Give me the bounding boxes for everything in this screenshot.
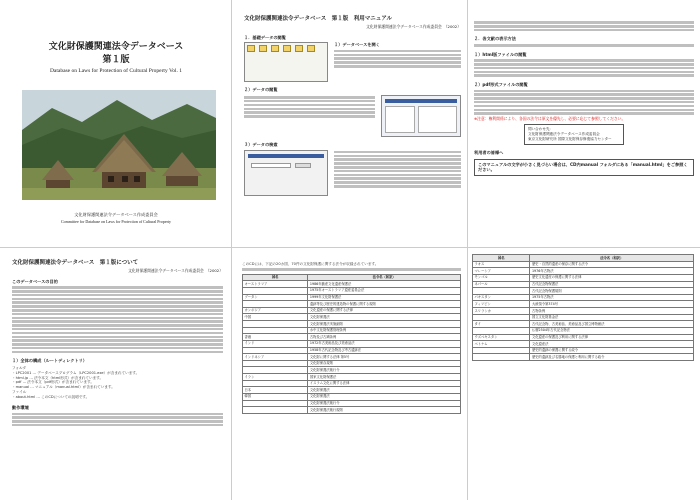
country-cell	[243, 327, 308, 334]
law-cell: 古物条例	[530, 308, 694, 315]
country-cell: スリランカ	[473, 308, 530, 315]
law-cell: 文化遺産法	[530, 341, 694, 348]
intro-committee: 文化財保護関連法令データベース作成委員会 （2002）	[128, 268, 223, 274]
cover-page	[0, 0, 232, 248]
file-list-item: ・about.html … このCDについての説明です。	[12, 395, 90, 399]
law-cell: イスラム文化に関する法律	[308, 380, 461, 387]
manual-section-1: １．基礎データの閲覧	[244, 34, 286, 40]
cover-photo	[22, 90, 216, 200]
law-cell: 文化財に関する法律 第5号	[308, 354, 461, 361]
cover-edition: 第１版	[102, 55, 130, 65]
table-row	[243, 314, 461, 321]
country-cell: マレーシア	[473, 268, 530, 275]
intro-purpose-heading: このデータベースの目的	[12, 278, 58, 284]
table-row	[473, 308, 694, 315]
table-row	[473, 314, 694, 321]
law-cell: 文化財保護法実施細則	[308, 321, 461, 328]
inquiry-heading: 利用者の皆様へ	[474, 149, 504, 155]
intro-page	[0, 248, 232, 500]
law-cell: 1975年オーストラリア遺産委員会法	[308, 287, 461, 294]
table-row	[243, 281, 461, 288]
table-row	[243, 334, 461, 341]
column-header-country: 国名	[243, 274, 308, 281]
manual-section-2: ２．各文献の表示方法	[474, 36, 516, 42]
country-cell	[243, 380, 308, 387]
country-cell	[473, 327, 530, 334]
cover-committee-jp: 文化財保護関連法令データベース作成委員会	[74, 212, 158, 217]
table-row	[243, 400, 461, 407]
country-cell	[473, 347, 530, 354]
country-cell	[243, 321, 308, 328]
table-row	[243, 387, 461, 394]
folder-icon	[247, 45, 255, 52]
table-row	[473, 281, 694, 288]
country-cell: モンゴル	[473, 274, 530, 281]
table-row	[473, 327, 694, 334]
table-row	[243, 374, 461, 381]
country-cell	[473, 314, 530, 321]
table-row	[243, 407, 461, 414]
table-row	[473, 268, 694, 275]
country-cell	[473, 354, 530, 361]
column-header-law: 法令名（和訳）	[530, 255, 694, 262]
law-cell: 文化財保護法	[308, 393, 461, 400]
law-table-1	[242, 274, 461, 414]
manual-title: 文化財保護関連法令データベース 第１版 利用マニュアル	[244, 16, 393, 22]
law-cell: 仏暦2504年古代記念物法	[530, 327, 694, 334]
law-cell: 1976年古物法	[530, 268, 694, 275]
folder-list-item: ・html.jp … 法令本文（html形式）が含まれています。	[12, 375, 104, 380]
country-cell: ブータン	[243, 294, 308, 301]
country-cell: ベトナム	[473, 341, 530, 348]
law-cell: 国立文化財基金法	[530, 314, 694, 321]
table-row	[243, 294, 461, 301]
country-cell	[473, 288, 530, 295]
table-row	[473, 288, 694, 295]
folder-icon	[295, 45, 303, 52]
law-cell: 水中文化財保護管理条例	[308, 327, 461, 334]
contact-line: 東京文化財研究所 国際文化財保存修復協力センター	[528, 136, 612, 141]
column-header-law: 法令名（和訳）	[308, 274, 461, 281]
table-row	[243, 360, 461, 367]
country-cell	[243, 347, 308, 354]
table-row	[243, 287, 461, 294]
law-cell: 歴史文化遺産の保護に関する法律	[530, 274, 694, 281]
law-cell: 1999年文化財保護法	[308, 294, 461, 301]
folder-list-item: ・LPC2001 … データベースプログラム（LPC2001.exe）が含まれています。	[12, 370, 140, 375]
table-row	[243, 321, 461, 328]
table-row	[243, 393, 461, 400]
country-cell: オーストラリア	[243, 281, 308, 288]
inquiry-note: このマニュアルの文字が小さく見づらい場合は、CD内manual フォルダにある「manual.html」をご参照ください。	[474, 159, 694, 176]
folder-list-item: ・manual … マニュアル（manual.html）が含まれています。	[12, 385, 115, 390]
table-row	[473, 294, 694, 301]
contact-box	[524, 124, 624, 145]
cover-committee-en: Committee for Database on Laws for Protection of Cultural Property	[60, 219, 172, 224]
country-cell: イラン	[243, 374, 308, 381]
manual-red-note: ※注意：権利関係により、各国の法令は原文を優先し、必要に応じて参照してください。	[474, 116, 626, 122]
table-row	[243, 301, 461, 308]
country-cell	[243, 407, 308, 414]
country-cell: カンボジア	[243, 307, 308, 314]
country-cell	[243, 360, 308, 367]
table-row	[243, 307, 461, 314]
law-list-page-1	[232, 248, 468, 500]
law-cell: 大統領令第374号	[530, 301, 694, 308]
manual-step-search: ３）データの検索	[244, 141, 278, 147]
table-row	[473, 334, 694, 341]
manual-step-html: １）html版ファイルの閲覧	[474, 51, 527, 57]
manual-step-open: １）データベースを開く	[334, 42, 380, 48]
folder-window-screenshot	[244, 42, 328, 82]
column-header-country: 国名	[473, 255, 530, 262]
table-row	[473, 341, 694, 348]
table-row	[243, 354, 461, 361]
country-cell	[243, 400, 308, 407]
manual-committee: 文化財保護関連法令データベース作成委員会 （2002）	[366, 24, 461, 30]
table-row	[473, 274, 694, 281]
table-row	[243, 367, 461, 374]
law-cell: 歴史・自然的遺産の保存に関する法令	[530, 261, 694, 268]
country-cell: ラオス	[473, 261, 530, 268]
country-cell: パキスタン	[473, 294, 530, 301]
country-cell: 韓国	[243, 393, 308, 400]
cover-title-en: Database on Laws for Protection of Cultural Property Vol. 1	[49, 68, 183, 74]
folder-list-item: フォルダ	[12, 365, 27, 370]
country-cell	[243, 367, 308, 374]
table-row	[473, 347, 694, 354]
folder-icon	[283, 45, 291, 52]
country-cell: ウズベキスタン	[473, 334, 530, 341]
farmhouse-illustration	[22, 90, 216, 200]
law-cell: 文化財保護法施行規則	[308, 407, 461, 414]
law-cell: 文化財保存規則	[308, 360, 461, 367]
contact-line: 文化財保護関連法令データベース作成委員会	[528, 132, 600, 137]
country-cell: インドネシア	[243, 354, 308, 361]
table-row	[473, 354, 694, 361]
country-cell	[243, 287, 308, 294]
folder-icon	[271, 45, 279, 52]
law-cell: 文化財保護法施行令	[308, 367, 461, 374]
country-cell: フィリピン	[473, 301, 530, 308]
contact-heading: 問い合わせ先：	[528, 127, 554, 132]
table-row	[473, 261, 694, 268]
table-row	[243, 340, 461, 347]
law-table-2	[472, 254, 694, 361]
folder-icon	[307, 45, 315, 52]
law-list-intro: このCDには、下記の20カ国、70件の文化財保護に関する法令が収録されています。	[242, 262, 379, 266]
intro-title: 文化財保護関連法令データベース 第１版について	[12, 260, 139, 266]
law-cell: 古代記念物保護規則	[530, 288, 694, 295]
law-cell: 遺跡等及び歴史的建造物の保護に関する規則	[308, 301, 461, 308]
country-cell: ネパール	[473, 281, 530, 288]
table-row	[473, 321, 694, 328]
law-cell: 1972年古美術品及び美術品法	[308, 340, 461, 347]
manual-page-2	[468, 0, 700, 248]
law-cell: 1958年古代記念物及び考古遺跡法	[308, 347, 461, 354]
manual-step-browse: ２）データの閲覧	[244, 87, 278, 93]
law-cell: 古代記念物、古美術品、美術品及び国立博物館法	[530, 321, 694, 328]
manual-step-pdf: ２）pdf形式ファイルの閲覧	[474, 81, 528, 87]
file-heading: ファイル	[12, 390, 27, 395]
law-cell: 国家文化財保護法	[308, 374, 461, 381]
table-row	[243, 380, 461, 387]
manual-page-1	[232, 0, 468, 248]
country-cell: 香港	[243, 334, 308, 341]
law-cell: 文化財保護法	[308, 314, 461, 321]
law-cell: 古代記念物保護法	[530, 281, 694, 288]
table-row	[473, 301, 694, 308]
country-cell	[243, 301, 308, 308]
country-cell: インド	[243, 340, 308, 347]
intro-environment-heading: 動作環境	[12, 404, 29, 410]
folder-icon	[259, 45, 267, 52]
country-cell: 中国	[243, 314, 308, 321]
law-cell: 古物及び古蹟条例	[308, 334, 461, 341]
law-cell: 文化財保護法	[308, 387, 461, 394]
folder-list	[12, 366, 223, 400]
intro-structure-heading: １）全体の構成（ルートディレクトリ）	[12, 358, 87, 364]
law-cell: 文化財保護法施行令	[308, 400, 461, 407]
law-cell: 1986年動産文化遺産保護法	[308, 281, 461, 288]
country-cell: 日本	[243, 387, 308, 394]
law-cell: 1975年古物法	[530, 294, 694, 301]
law-cell: 歴史的遺跡及び名勝地の保護と利用に関する政令	[530, 354, 694, 361]
database-window-screenshot	[381, 95, 461, 137]
law-cell: 文化遺産の保護に関する法律	[308, 307, 461, 314]
country-cell: タイ	[473, 321, 530, 328]
law-cell: 歴史的遺跡の保護に関する政令	[530, 347, 694, 354]
cover-title: 文化財保護関連法令データベース	[48, 42, 184, 52]
law-cell: 文化遺産の保護及び利用に関する法律	[530, 334, 694, 341]
table-row	[243, 327, 461, 334]
search-window-screenshot	[244, 150, 328, 196]
law-list-page-2	[468, 248, 700, 500]
folder-list-item: ・pdf … 法令本文（pdf形式）が含まれています。	[12, 380, 94, 385]
table-row	[243, 347, 461, 354]
